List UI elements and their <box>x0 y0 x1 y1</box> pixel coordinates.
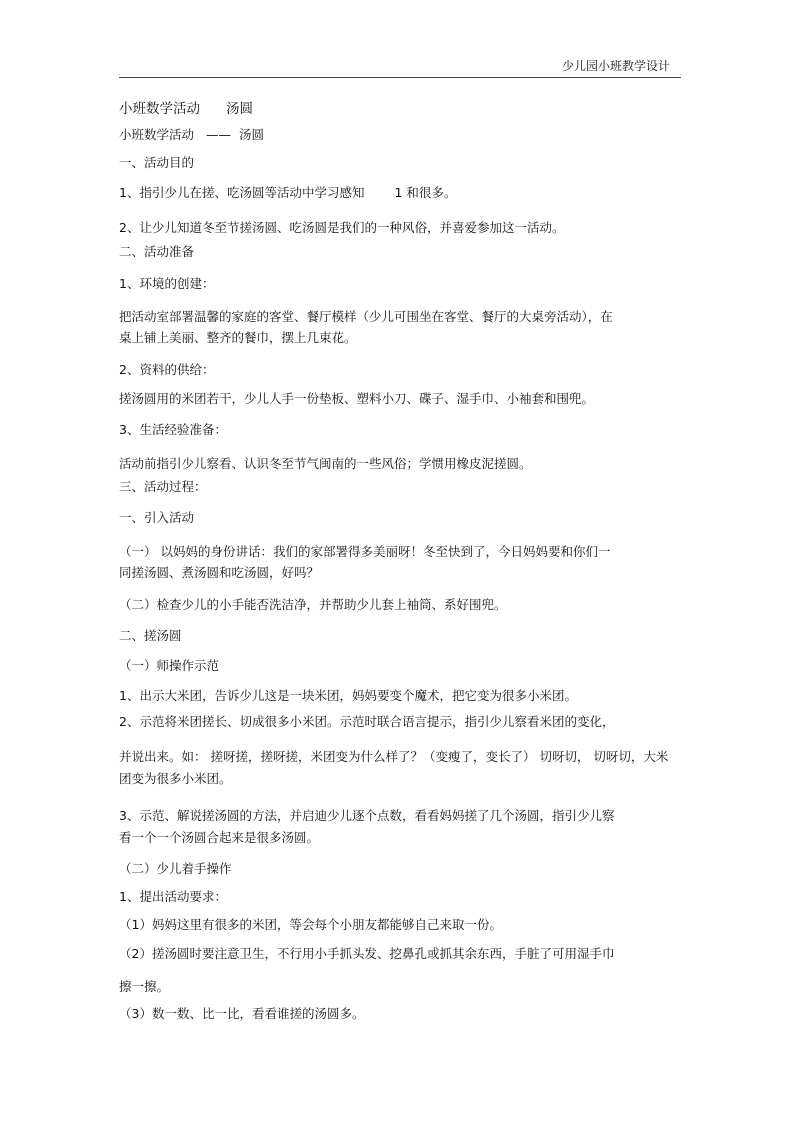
paragraph: 搓汤圆用的米团若干，少儿人手一份垫板、塑料小刀、碟子、湿手巾、小袖套和围兜。 <box>119 391 595 406</box>
paragraph: 活动前指引少儿察看、认识冬至节气闽南的一些风俗；学惯用橡皮泥搓圆。 <box>119 456 532 471</box>
subtitle-dash: —— <box>206 127 232 142</box>
title-sub: 汤圆 <box>226 101 253 117</box>
paragraph <box>119 185 456 201</box>
section-heading: （一）师操作示范 <box>119 658 220 673</box>
document-subtitle <box>119 127 264 143</box>
paragraph: 桌上铺上美丽、整齐的餐巾，摆上几束花。 <box>119 330 357 345</box>
paragraph: 3、示范、解说搓汤圆的方法，并启迪少儿逐个点数，看看妈妈搓了几个汤圆，指引少儿察 <box>119 808 615 823</box>
paragraph-part: 1 和很多。 <box>394 185 457 200</box>
paragraph: 2、示范将米团搓长、切成很多小米团。示范时联合语言提示，指引少儿察看米团的变化， <box>119 714 615 729</box>
paragraph: 2、资料的供给： <box>119 362 215 377</box>
paragraph: （一） 以妈妈的身份讲话：我们的家部署得多美丽呀！冬至快到了，今日妈妈要和你们一 <box>119 544 611 559</box>
section-heading: 二、活动准备 <box>119 244 195 259</box>
paragraph: 把活动室部署温馨的家庭的客堂、餐厅模样（少儿可围坐在客堂、餐厅的大桌旁活动），在 <box>119 309 613 324</box>
paragraph: 看一个一个汤圆合起来是很多汤圆。 <box>119 830 320 845</box>
paragraph: （二）检查少儿的小手能否洗洁净，并帮助少儿套上袖筒、系好围兜。 <box>119 597 507 612</box>
paragraph: 擦一擦。 <box>119 979 170 994</box>
section-heading: 一、引入活动 <box>119 510 195 525</box>
paragraph: （3）数一数、比一比，看看谁搓的汤圆多。 <box>119 1006 365 1021</box>
paragraph: 并说出来。如： 搓呀搓，搓呀搓，米团变为什么样了？（变瘦了，变长了） 切呀切， 切呀切，大米 <box>119 749 669 764</box>
paragraph: 1、环境的创建： <box>119 276 215 291</box>
paragraph: 3、生活经验准备： <box>119 422 227 437</box>
section-heading: 二、搓汤圆 <box>119 628 182 643</box>
paragraph: 同搓汤圆、煮汤圆和吃汤圆，好吗？ <box>119 565 320 580</box>
paragraph: （2）搓汤圆时要注意卫生，不行用小手抓头发、挖鼻孔或抓其余东西，手脏了可用湿手巾 <box>119 946 615 961</box>
section-heading: 三、活动过程： <box>119 479 207 494</box>
subtitle-sub: 汤圆 <box>239 127 265 142</box>
header-divider <box>119 77 681 78</box>
paragraph: （1）妈妈这里有很多的米团，等会每个小朋友都能够自己来取一份。 <box>119 917 502 932</box>
paragraph: 1、提出活动要求： <box>119 889 227 904</box>
title-main: 小班数学活动 <box>119 101 200 117</box>
paragraph: 2、让少儿知道冬至节搓汤圆、吃汤圆是我们的一种风俗，并喜爱参加这一活动。 <box>119 220 565 235</box>
section-heading: （二）少儿着手操作 <box>119 861 232 876</box>
subtitle-main: 小班数学活动 <box>119 127 195 142</box>
paragraph-part: 1、指引少儿在搓、吃汤圆等活动中学习感知 <box>119 185 365 200</box>
header-title: 少儿园小班教学设计 <box>561 59 670 73</box>
document-title <box>119 101 253 117</box>
paragraph: 团变为很多小米团。 <box>119 771 232 786</box>
section-heading: 一、活动目的 <box>119 155 195 170</box>
paragraph: 1、出示大米团，告诉少儿这是一块米团，妈妈要变个魔术，把它变为很多小米团。 <box>119 688 577 703</box>
